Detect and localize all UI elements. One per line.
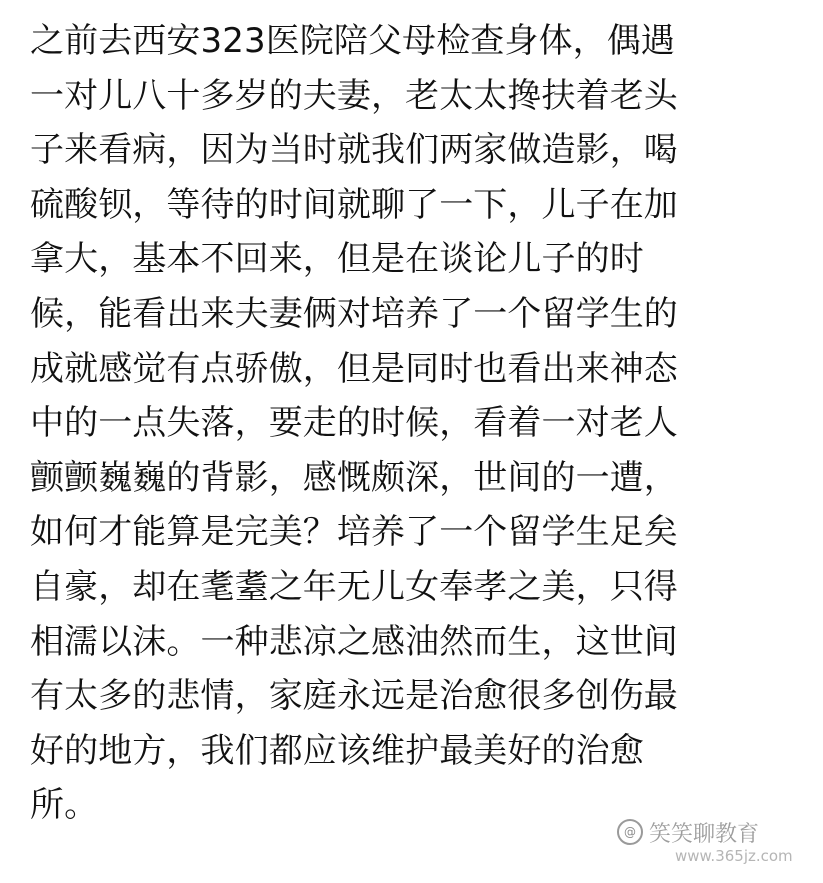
watermark-url: www.365jz.com [675, 847, 793, 865]
text-line: 相濡以沫。一种悲凉之感油然而生，这世间 [30, 621, 678, 662]
text-line: 之前去西安323医院陪父母检查身体，偶遇 [30, 21, 675, 61]
watermark-name: 笑笑聊教育 [649, 822, 760, 847]
watermark-logo-icon: @ [617, 819, 643, 845]
watermark [617, 819, 807, 869]
text-line: 成就感觉有点骄傲，但是同时也看出来神态 [30, 348, 678, 389]
text-line: 子来看病，因为当时就我们两家做造影，喝 [30, 130, 678, 171]
text-line: 候，能看出来夫妻俩对培养了一个留学生的 [30, 293, 678, 334]
text-line: 拿大，基本不回来，但是在谈论儿子的时 [30, 239, 644, 280]
text-line: 颤颤巍巍的背影，感慨颇深，世间的一遭， [30, 457, 678, 498]
text-line: 如何才能算是完美？培养了一个留学生足矣 [30, 512, 678, 553]
text-line: 硫酸钡，等待的时间就聊了一下，儿子在加 [30, 184, 678, 225]
text-line: 一对儿八十多岁的夫妻，老太太搀扶着老头 [30, 75, 678, 116]
text-line: 中的一点失落，要走的时候，看着一对老人 [30, 403, 678, 444]
text-line: 所。 [30, 785, 99, 826]
post-text [30, 14, 810, 833]
text-line: 有太多的悲情，家庭永远是治愈很多创伤最 [30, 676, 678, 717]
text-line: 自豪，却在耄耋之年无儿女奉孝之美，只得 [30, 566, 678, 607]
text-line: 好的地方，我们都应该维护最美好的治愈 [30, 730, 644, 771]
